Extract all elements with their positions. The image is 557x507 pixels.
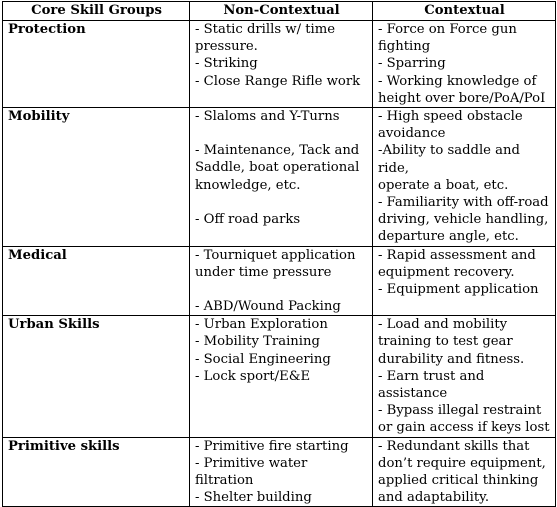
contextual-cell xyxy=(373,437,556,507)
non-contextual-item: - Tourniquet application xyxy=(195,247,356,263)
blank-line xyxy=(195,281,368,298)
non-contextual-cell xyxy=(190,246,373,316)
non-contextual-item: - Slaloms and Y-Turns xyxy=(195,109,340,125)
header-row xyxy=(3,2,556,21)
header-non-contextual: Non-Contextual xyxy=(190,2,373,21)
contextual-item: and adaptability. xyxy=(378,490,490,506)
contextual-item: durability and fitness. xyxy=(378,351,525,367)
contextual-item: - Sparring xyxy=(378,56,446,72)
non-contextual-item: - Social Engineering xyxy=(195,351,331,367)
contextual-item: driving, vehicle handling, xyxy=(378,212,549,228)
skill-group-cell xyxy=(3,108,190,247)
skill-group-label: Mobility xyxy=(8,109,70,125)
table-row xyxy=(3,316,556,437)
contextual-item: departure angle, etc. xyxy=(378,229,519,245)
non-contextual-item: pressure. xyxy=(195,39,258,55)
non-contextual-item: - Urban Exploration xyxy=(195,317,328,333)
non-contextual-item: - Primitive fire starting xyxy=(195,438,349,454)
table-row xyxy=(3,246,556,316)
contextual-item: - Working knowledge of xyxy=(378,73,537,89)
contextual-item: - Rapid assessment and xyxy=(378,247,536,263)
blank-line xyxy=(195,125,368,142)
non-contextual-cell xyxy=(190,108,373,247)
non-contextual-item: - Close Range Rifle work xyxy=(195,73,361,89)
contextual-item: - Force on Force gun xyxy=(378,22,517,37)
contextual-item: - Load and mobility xyxy=(378,317,508,333)
table-row xyxy=(3,21,556,108)
table-row xyxy=(3,437,556,507)
contextual-item: applied critical thinking xyxy=(378,473,539,489)
header-core-skill-groups: Core Skill Groups xyxy=(3,2,190,21)
contextual-item: training to test gear xyxy=(378,334,513,350)
non-contextual-item: - Striking xyxy=(195,56,258,72)
table-body xyxy=(3,21,556,507)
skill-group-cell xyxy=(3,437,190,507)
non-contextual-cell xyxy=(190,437,373,507)
non-contextual-cell xyxy=(190,21,373,108)
contextual-cell xyxy=(373,316,556,437)
skill-group-cell xyxy=(3,246,190,316)
non-contextual-item: - ABD/Wound Packing xyxy=(195,299,341,315)
contextual-item: height over bore/PoA/PoI xyxy=(378,90,546,106)
blank-line xyxy=(195,194,368,211)
skill-group-cell xyxy=(3,316,190,437)
non-contextual-item: - Static drills w/ time xyxy=(195,22,336,37)
non-contextual-item: - Lock sport/E&E xyxy=(195,368,311,384)
skill-group-cell xyxy=(3,21,190,108)
non-contextual-item: - Primitive water filtration xyxy=(195,455,312,489)
non-contextual-item: - Mobility Training xyxy=(195,334,320,350)
skill-group-label: Protection xyxy=(8,22,86,37)
non-contextual-cell xyxy=(190,316,373,437)
non-contextual-item: Saddle, boat operational xyxy=(195,160,360,176)
contextual-item: don’t require equipment, xyxy=(378,455,546,471)
contextual-item: equipment recovery. xyxy=(378,264,515,280)
contextual-cell xyxy=(373,21,556,108)
skill-group-label: Medical xyxy=(8,247,67,263)
contextual-item: operate a boat, etc. xyxy=(378,177,509,193)
contextual-item: - Familiarity with off-road xyxy=(378,195,549,211)
skill-group-label: Urban Skills xyxy=(8,317,100,333)
contextual-item: avoidance xyxy=(378,126,446,142)
contextual-item: fighting xyxy=(378,39,431,55)
non-contextual-item: - Maintenance, Tack and xyxy=(195,143,360,159)
contextual-item: -Ability to saddle and ride, xyxy=(378,143,525,176)
table-row xyxy=(3,108,556,247)
contextual-item: - Redundant skills that xyxy=(378,438,530,454)
contextual-item: - Earn trust and assistance xyxy=(378,368,489,402)
table-header xyxy=(3,2,556,21)
contextual-cell xyxy=(373,108,556,247)
non-contextual-item: - Off road parks xyxy=(195,211,301,227)
non-contextual-item: under time pressure xyxy=(195,264,332,280)
contextual-item: - Bypass illegal restraint xyxy=(378,403,542,419)
contextual-item: - High speed obstacle xyxy=(378,109,523,125)
non-contextual-item: knowledge, etc. xyxy=(195,177,301,193)
skills-table xyxy=(2,1,556,507)
non-contextual-item: - Shelter building xyxy=(195,490,312,506)
contextual-item: or gain access if keys lost xyxy=(378,420,550,436)
skill-group-label: Primitive skills xyxy=(8,438,120,454)
header-contextual: Contextual xyxy=(373,2,556,21)
contextual-cell xyxy=(373,246,556,316)
contextual-item: - Equipment application xyxy=(378,282,539,298)
